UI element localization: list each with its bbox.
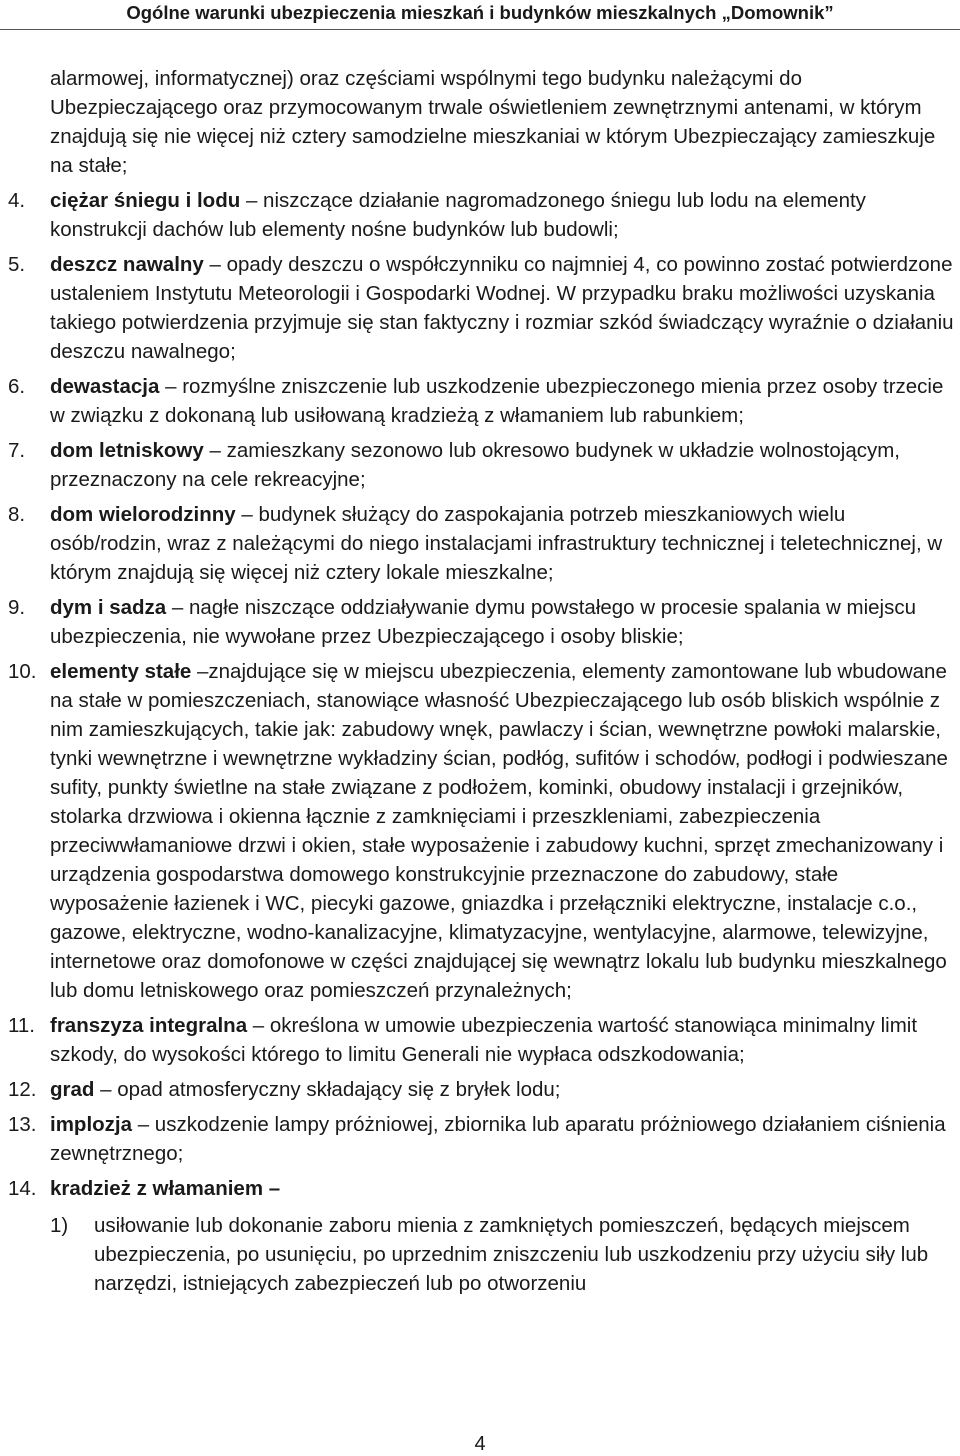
definition-item-8: [8, 500, 958, 587]
definition-text: – uszkodzenie lampy próżniowej, zbiornika lub aparatu próżniowego działaniem ciśnienia zewnętrznego;: [50, 1113, 946, 1165]
definition-text: – określona w umowie ubezpieczenia wartość stanowiąca minimalny limit szkody, do wysokości którego to limitu Generali nie wypłaca odszkodowania;: [50, 1014, 918, 1066]
definition-term: kradzież z włamaniem –: [50, 1177, 281, 1200]
item-number: 5.: [8, 253, 26, 276]
definition-item-14: [8, 1174, 958, 1298]
item-number: 13.: [8, 1113, 37, 1136]
subitem-text: usiłowanie lub dokonanie zaboru mienia z zamkniętych pomieszczeń, będących miejscem ubezpieczenia, po usunięciu, po uprzednim zniszczeniu lub uszkodzeniu przy użyciu siły lub narzędzi, istniejących zabezpieczeń lub po otworzeniu: [94, 1214, 929, 1295]
definition-text: – opady deszczu o współczynniku co najmniej 4, co powinno zostać potwierdzone ustaleniem Instytutu Meteorologii i Gospodarki Wodnej. W przypadku braku możliwości uzyskania takiego potwierdzenia przyjmuje się stan faktyczny i rozmiar szkód świadczący wyraźnie o działaniu deszczu nawalnego;: [50, 253, 954, 363]
page-header: [0, 0, 960, 30]
continued-paragraph: alarmowej, informatycznej) oraz częściami wspólnymi tego budynku należącymi do Ubezpieczającego oraz przymocowanym trwale oświetleniem zewnętrznymi antenami, w którym znajdują się nie więcej niż cztery samodzielne mieszkaniai w którym Ubezpieczający zamieszkuje na stałe;: [50, 67, 936, 177]
definition-item-11: [8, 1011, 958, 1069]
definition-item-6: [8, 372, 958, 430]
subitem-number: 1): [50, 1214, 69, 1237]
document-body: [8, 64, 958, 1304]
definition-term: dom letniskowy: [50, 439, 204, 462]
definition-item-9: [8, 593, 958, 651]
definition-term: implozja: [50, 1113, 133, 1136]
definition-text: – rozmyślne zniszczenie lub uszkodzenie ubezpieczonego mienia przez osoby trzecie w związku z dokonaną lub usiłowaną kradzieżą z włamaniem lub rabunkiem;: [50, 375, 944, 427]
item-number: 14.: [8, 1177, 37, 1200]
definition-subitem-1: [50, 1211, 958, 1298]
item-number: 7.: [8, 439, 26, 462]
item-number: 9.: [8, 596, 26, 619]
definition-item-5: [8, 250, 958, 366]
definition-item-4: [8, 186, 958, 244]
definition-text: – budynek służący do zaspokajania potrzeb mieszkaniowych wielu osób/rodzin, wraz z należącymi do niego instalacjami infrastruktury technicznej i teletechnicznej, w którym znajdują się więcej niż cztery lokale mieszkalne;: [50, 503, 943, 584]
definition-term: franszyza integralna: [50, 1014, 248, 1037]
item-number: 8.: [8, 503, 26, 526]
page-number: 4: [474, 1433, 486, 1455]
item-number: 4.: [8, 189, 26, 212]
definition-item-12: [8, 1075, 958, 1104]
item-number: 10.: [8, 660, 37, 683]
definition-text: –znajdujące się w miejscu ubezpieczenia, elementy zamontowane lub wbudowane na stałe w pomieszczeniach, stanowiące własność Ubezpieczającego lub osób bliskich wspólnie z nim zamieszkujących, takie jak: zabudowy wnęk, pawlaczy i ścian, wewnętrzne powłoki malarskie, tynki wewnętrzne i wewnętrzne wykładziny ścian, podłóg, sufitów i schodów, podłogi i podwieszane sufity, punkty świetlne na stałe związane z podłożem, kominki, obudowy instalacji i grzejników, stolarka drzwiowa i okienna łącznie z zamknięciami i przeszkleniami, zabezpieczenia przeciwwłamaniowe drzwi i okien, stałe wyposażenie i zabudowy kuchni, sprzęt zmechanizowany i urządzenia gospodarstwa domowego konstrukcyjnie przeznaczone do zabudowy, stałe wyposażenie łazienek i WC, piecyki gazowe, gniazdka i przełączniki elektryczne, instalacje c.o., gazowe, elektryczne, wodno-kanalizacyjne, klimatyzacyjne, wentylacyjne, alarmowe, telewizyjne, internetowe oraz domofonowe w części znajdującej się wewnątrz lokalu lub budynku mieszkalnego lub domu letniskowego oraz pomieszczeń przynależnych;: [50, 660, 948, 1002]
definition-text: – niszczące działanie nagromadzonego śniegu lub lodu na elementy konstrukcji dachów lub elementy nośne budynków lub budowli;: [50, 189, 866, 241]
definition-term: ciężar śniegu i lodu: [50, 189, 241, 212]
definition-term: elementy stałe: [50, 660, 192, 683]
definition-term: grad: [50, 1078, 95, 1101]
document-title: Ogólne warunki ubezpieczenia mieszkań i budynków mieszkalnych „Domownik”: [126, 2, 834, 23]
item-number: 12.: [8, 1078, 37, 1101]
definition-term: dom wielorodzinny: [50, 503, 236, 526]
definition-item-7: [8, 436, 958, 494]
item-number: 6.: [8, 375, 26, 398]
definition-item-13: [8, 1110, 958, 1168]
definition-item-10: [8, 657, 958, 1005]
definition-text: – zamieszkany sezonowo lub okresowo budynek w układzie wolnostojącym, przeznaczony na cele rekreacyjne;: [50, 439, 900, 491]
item-number: 11.: [8, 1014, 35, 1037]
definition-text: – opad atmosferyczny składający się z bryłek lodu;: [94, 1078, 561, 1101]
definition-term: deszcz nawalny: [50, 253, 204, 276]
definition-text: – nagłe niszczące oddziaływanie dymu powstałego w procesie spalania w miejscu ubezpieczenia, nie wywołane przez Ubezpieczającego i osoby bliskie;: [50, 596, 917, 648]
definition-term: dym i sadza: [50, 596, 167, 619]
definition-term: dewastacja: [50, 375, 160, 398]
